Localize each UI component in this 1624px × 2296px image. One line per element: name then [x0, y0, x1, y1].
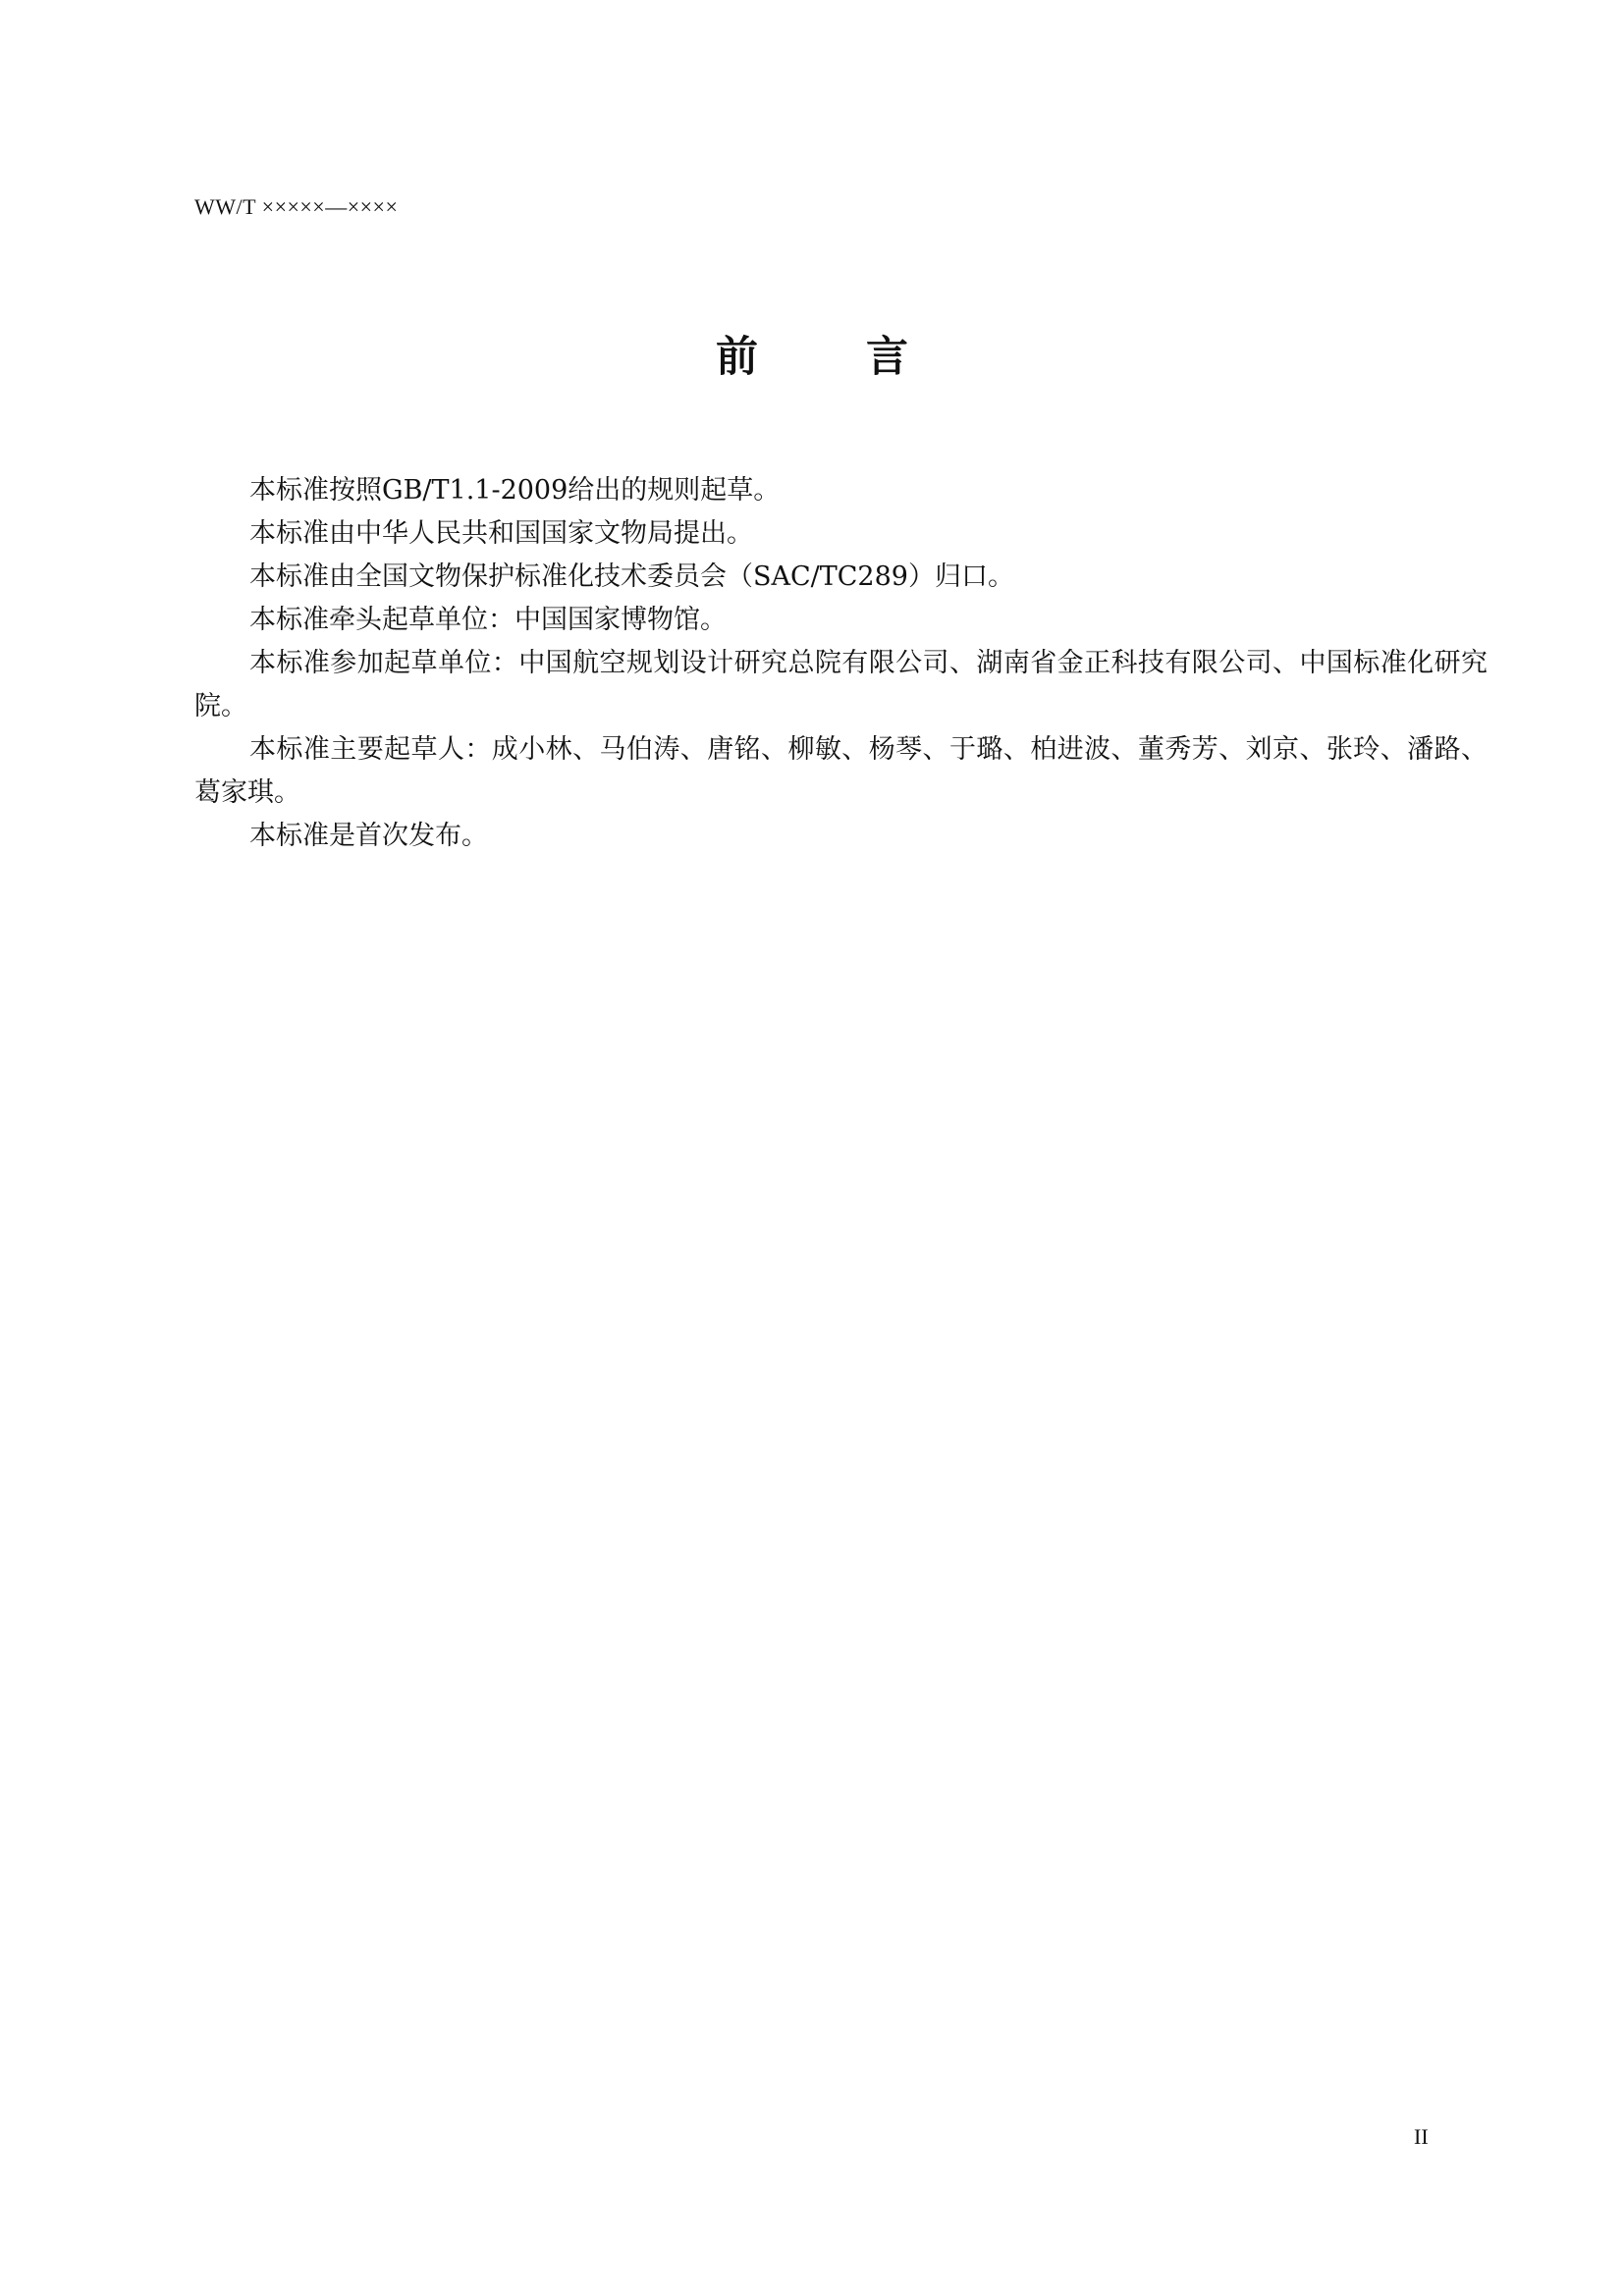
- foreword-body: [194, 469, 1488, 858]
- page-title: [0, 324, 1624, 384]
- paragraph-lead-drafting-unit: 本标准牵头起草单位：中国国家博物馆。: [249, 605, 727, 635]
- paragraph-technical-committee: 本标准由全国文物保护标准化技术委员会（SAC/TC289）归口。: [249, 561, 1014, 592]
- paragraph-proposer: 本标准由中华人民共和国国家文物局提出。: [249, 518, 753, 549]
- paragraph-drafting-rules: 本标准按照GB/T1.1-2009给出的规则起草。: [249, 475, 781, 506]
- paragraph-first-release: 本标准是首次发布。: [249, 821, 488, 851]
- page-title-char-1: 前: [716, 333, 758, 382]
- paragraph-main-drafters: 本标准主要起草人：成小林、马伯涛、唐铭、柳敏、杨琴、于璐、柏进波、董秀芳、刘京、张玲、潘路、葛家琪。: [194, 734, 1488, 808]
- page-title-char-2: 言: [866, 333, 908, 382]
- page-number: II: [1414, 2124, 1429, 2149]
- document-code: WW/T ×××××—××××: [194, 194, 399, 219]
- paragraph-participating-units: 本标准参加起草单位：中国航空规划设计研究总院有限公司、湖南省金正科技有限公司、中国标准化研究院。: [194, 648, 1488, 721]
